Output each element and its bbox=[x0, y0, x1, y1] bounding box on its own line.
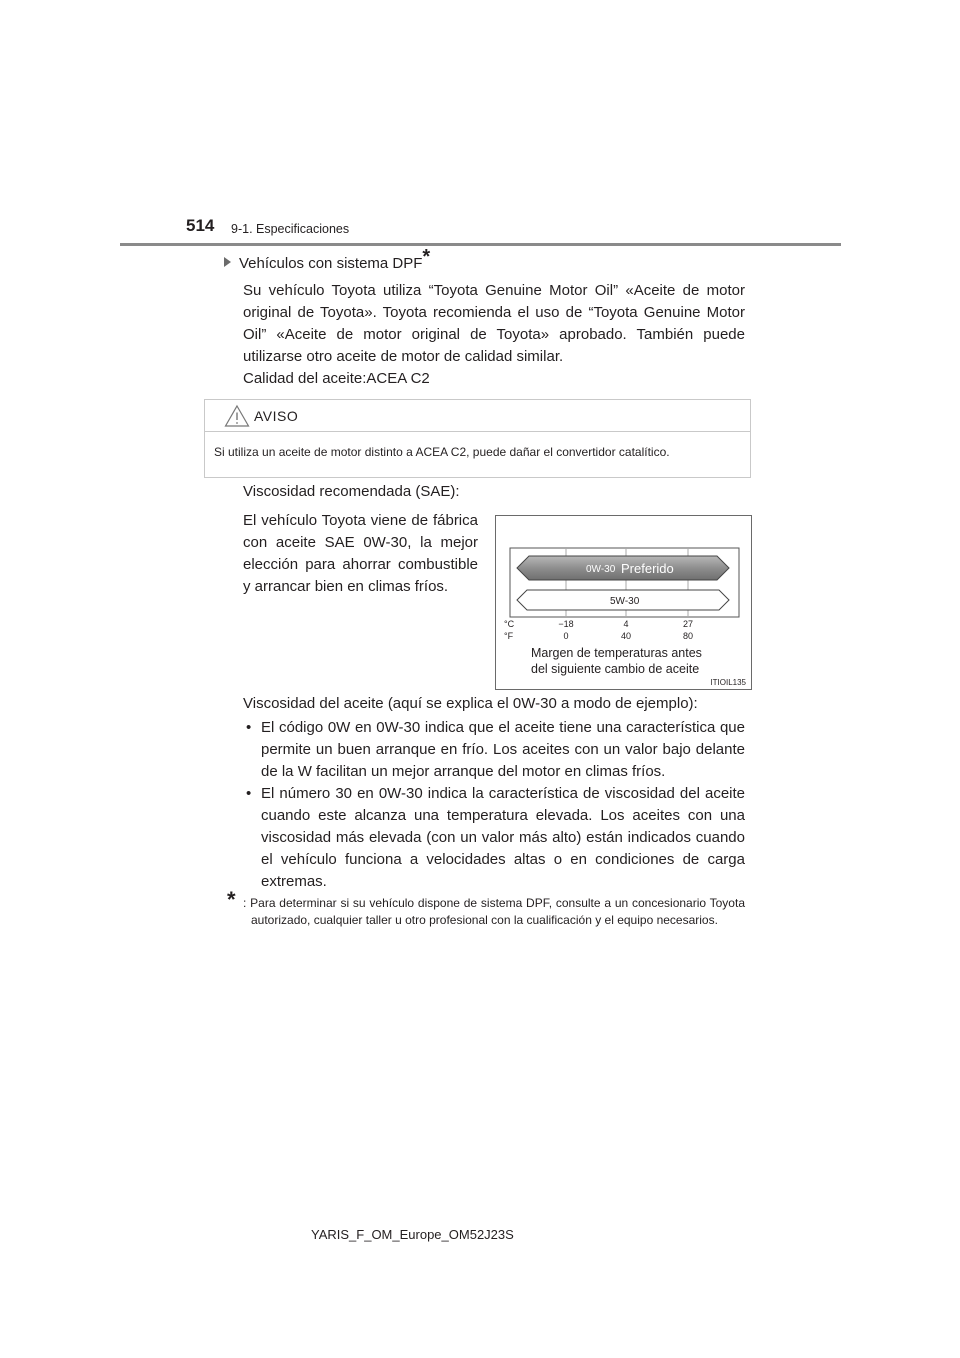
subheading-text: Vehículos con sistema DPF bbox=[239, 255, 423, 272]
header-rule bbox=[120, 243, 841, 246]
tick-f-0: 0 bbox=[563, 631, 569, 641]
viscosity-bullets bbox=[246, 717, 745, 893]
figure-caption-2: del siguiente cambio de aceite bbox=[531, 662, 700, 676]
bar-second-code: 5W-30 bbox=[610, 596, 640, 607]
tick-f-2: 80 bbox=[682, 631, 694, 641]
page-number: 514 bbox=[186, 216, 215, 235]
oil-quality: Calidad del aceite:ACEA C2 bbox=[243, 370, 430, 387]
footnote-text: : Para determinar si su vehículo dispone de sistema DPF, consulte a un concesionario Toyota autorizado, cualquier taller u otro profesional con la cualificación y el equipo necesarios. bbox=[243, 896, 745, 927]
warning-title: AVISO bbox=[254, 408, 299, 424]
unit-fahrenheit: °F bbox=[504, 631, 514, 641]
warning-header bbox=[205, 400, 750, 432]
tick-f-1: 40 bbox=[620, 631, 632, 641]
bar-preferred-code: 0W-30 bbox=[586, 564, 616, 575]
triangle-bullet-icon bbox=[224, 257, 231, 267]
section-title: 9-1. Especificaciones bbox=[231, 222, 350, 236]
list-item: • El número 30 en 0W-30 indica la característica de viscosidad del aceite cuando este alcanza una temperatura elevada. Los aceites con una viscosidad más elevada (con un valor más alto) están indicados cuando el vehículo funciona a velocidades altas o en condiciones de carga extremas. bbox=[246, 783, 745, 893]
tick-c-0: −18 bbox=[558, 619, 574, 629]
subheading bbox=[224, 246, 431, 272]
figure-caption-1: Margen de temperaturas antes bbox=[531, 646, 702, 660]
warning-text: Si utiliza un aceite de motor distinto a ACEA C2, puede dañar el convertidor catalítico. bbox=[214, 445, 670, 459]
viscosity-recommendation: El vehículo Toyota viene de fábrica con aceite SAE 0W-30, la mejor elección para ahorrar combustible y arrancar bien en climas fríos. bbox=[243, 512, 478, 595]
footnote-marker: * bbox=[422, 246, 431, 268]
paragraph-oil-intro: Su vehículo Toyota utiliza “Toyota Genuine Motor Oil” «Aceite de motor original de Toyota». Toyota recomienda el uso de “Toyota Genuine Motor Oil” «Aceite de motor original de Toyota» aprobado. También puede utilizarse otro aceite de motor de calidad similar. bbox=[243, 282, 745, 365]
footer-doc-id: YARIS_F_OM_Europe_OM52J23S bbox=[311, 1227, 514, 1242]
tick-c-2: 27 bbox=[682, 619, 694, 629]
list-item: • El código 0W en 0W-30 indica que el aceite tiene una característica que permite un buen arranque en frío. Los aceites con un valor bajo delante de la W facilitan un mejor arranque del motor en climas fríos. bbox=[246, 717, 745, 783]
viscosity-explain: Viscosidad del aceite (aquí se explica el 0W-30 a modo de ejemplo): bbox=[243, 695, 698, 712]
unit-celsius: °C bbox=[504, 619, 515, 629]
viscosity-temperature-figure bbox=[495, 515, 752, 690]
warning-box bbox=[204, 399, 751, 478]
tick-c-1: 4 bbox=[623, 619, 629, 629]
bar-preferred-label: Preferido bbox=[621, 561, 674, 576]
footnote-star: * bbox=[227, 887, 236, 912]
viscosity-label: Viscosidad recomendada (SAE): bbox=[243, 483, 460, 500]
figure-id: ITIOIL135 bbox=[710, 678, 746, 687]
viscosity-chart bbox=[496, 516, 751, 689]
warning-triangle-icon bbox=[224, 404, 250, 428]
